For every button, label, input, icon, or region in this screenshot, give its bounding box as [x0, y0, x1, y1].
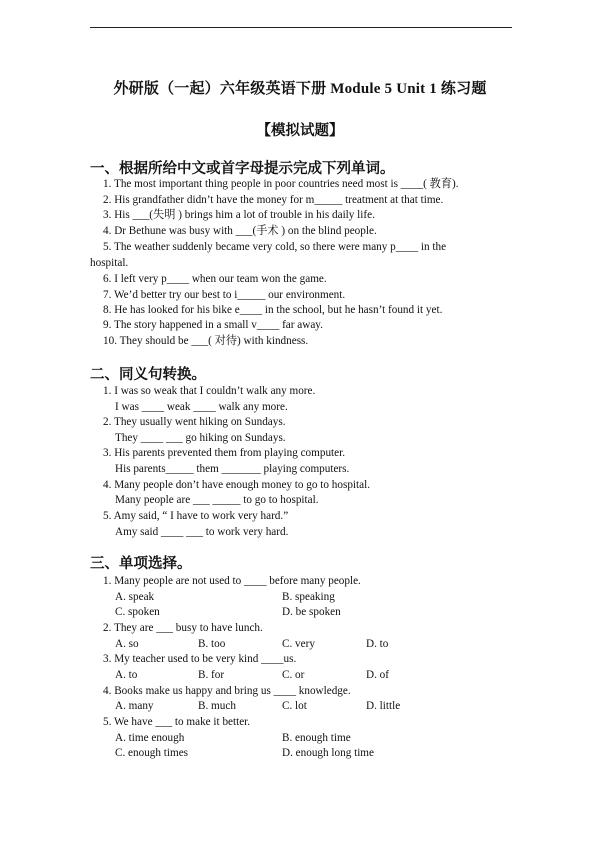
s3-q3-option-b: B. for [198, 669, 225, 681]
s3-q4-option-b: B. much [198, 700, 236, 712]
s3-q5-option-b: B. enough time [282, 732, 351, 744]
s3-q2-option-c: C. very [282, 638, 315, 650]
s3-q4-stem: 4. Books make us happy and bring us ____ knowledge. [103, 685, 351, 697]
section-1-heading: 一、根据所给中文或首字母提示完成下列单词。 [90, 161, 395, 177]
s3-q2-option-d: D. to [366, 638, 389, 650]
s3-q1-option-a: A. speak [115, 591, 155, 603]
s1-item-3: 3. His ___(失明 ) brings him a lot of trouble in his daily life. [103, 209, 375, 221]
s3-q3-option-d: D. of [366, 669, 389, 681]
s3-q1-option-d: D. be spoken [282, 606, 341, 618]
s1-item-4: 4. Dr Bethune was busy with ___(手术 ) on the blind people. [103, 225, 377, 237]
s1-item-10: 10. They should be ___( 对待) with kindness. [103, 335, 309, 347]
s1-item-9: 9. The story happened in a small v____ far away. [103, 319, 323, 331]
s3-q4-option-a: A. many [115, 700, 154, 712]
s2-q3: 3. His parents prevented them from playing computer. [103, 447, 346, 459]
s2-q2-answer: They ____ ___ go hiking on Sundays. [115, 432, 286, 444]
s2-q1: 1. I was so weak that I couldn’t walk any more. [103, 385, 316, 397]
s3-q5-stem: 5. We have ___ to make it better. [103, 716, 251, 728]
s3-q1-option-c: C. spoken [115, 606, 160, 618]
s2-q4: 4. Many people don’t have enough money to go to hospital. [103, 479, 371, 491]
s1-item-6: 6. I left very p____ when our team won the game. [103, 273, 327, 285]
s1-item-5: 5. The weather suddenly became very cold, so there were many p____ in the [103, 241, 447, 253]
page-title: 外研版（一起）六年级英语下册 Module 5 Unit 1 练习题 [113, 81, 487, 97]
s3-q3-stem: 3. My teacher used to be very kind ____us. [103, 653, 297, 665]
s1-item-1: 1. The most important thing people in poor countries need most is ____( 教育). [103, 178, 459, 190]
s2-q5-answer: Amy said ____ ___ to work very hard. [115, 526, 289, 538]
s3-q1-option-b: B. speaking [282, 591, 335, 603]
section-3-heading: 三、单项选择。 [90, 556, 192, 572]
s3-q2-stem: 2. They are ___ busy to have lunch. [103, 622, 263, 634]
s3-q1-stem: 1. Many people are not used to ____ before many people. [103, 575, 361, 587]
top-rule [90, 27, 512, 28]
s1-item-7: 7. We’d better try our best to i_____ our environment. [103, 289, 346, 301]
s1-item-2: 2. His grandfather didn’t have the money for m_____ treatment at that time. [103, 194, 444, 206]
s2-q2: 2. They usually went hiking on Sundays. [103, 416, 286, 428]
s1-item-5-cont: hospital. [90, 257, 129, 269]
s3-q3-option-a: A. to [115, 669, 138, 681]
s3-q5-option-a: A. time enough [115, 732, 185, 744]
section-2-heading: 二、同义句转换。 [90, 367, 206, 383]
s2-q3-answer: His parents_____ them _______ playing computers. [115, 463, 350, 475]
s3-q2-option-b: B. too [198, 638, 226, 650]
s2-q1-answer: I was ____ weak ____ walk any more. [115, 401, 288, 413]
s3-q5-option-c: C. enough times [115, 747, 189, 759]
s3-q4-option-d: D. little [366, 700, 401, 712]
s3-q5-option-d: D. enough long time [282, 747, 374, 759]
s3-q4-option-c: C. lot [282, 700, 307, 712]
s3-q2-option-a: A. so [115, 638, 139, 650]
s2-q5: 5. Amy said, “ I have to work very hard.” [103, 510, 289, 522]
s1-item-8: 8. He has looked for his bike e____ in the school, but he hasn’t found it yet. [103, 304, 443, 316]
page-subtitle: 【模拟试题】 [256, 123, 344, 139]
s2-q4-answer: Many people are ___ _____ to go to hospital. [115, 494, 319, 506]
s3-q3-option-c: C. or [282, 669, 305, 681]
